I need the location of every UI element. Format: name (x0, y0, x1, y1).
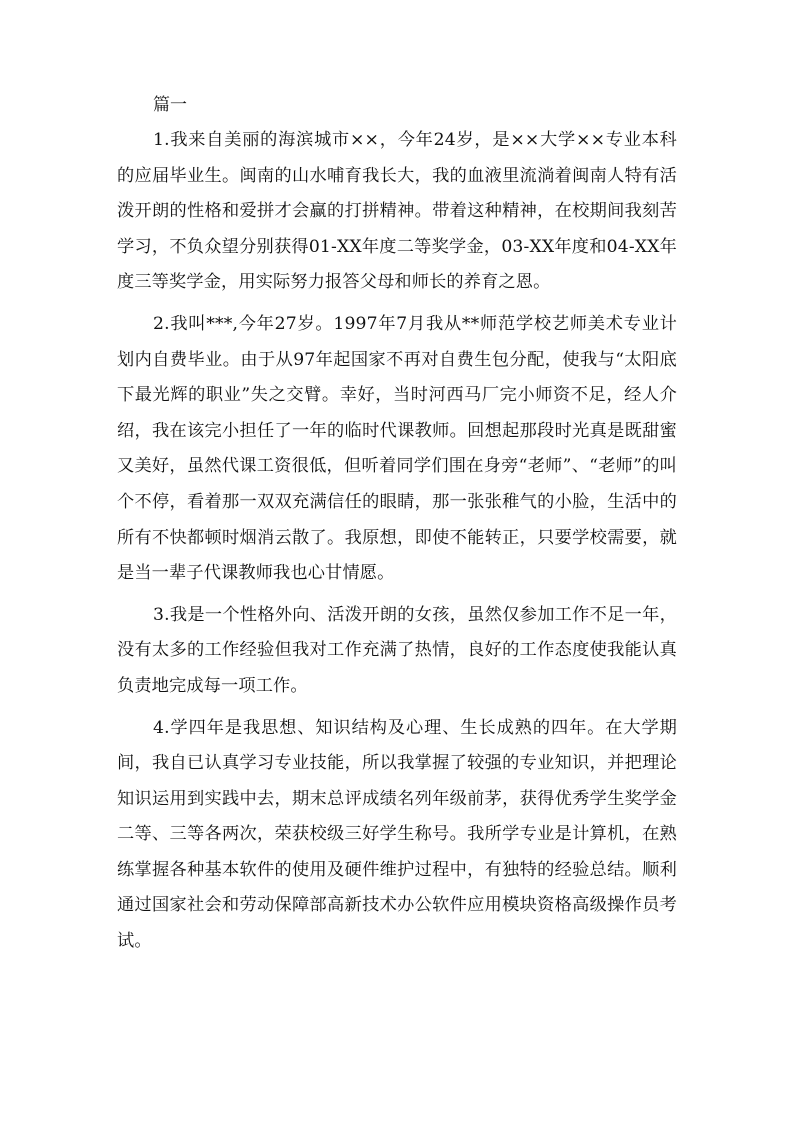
paragraph-2: 2.我叫***,今年27岁。1997年7月我从**师范学校艺师美术专业计划内自费毕业。由于从97年起国家不再对自费生包分配，使我与“太阳底下最光辉的职业”失之交臂。幸好，当时河西马厂完小师资不足，经人介绍，我在该完小担任了一年的临时代课教师。回想起那段时光真是既甜蜜又美好，虽然代课工资很低，但听着同学们围在身旁“老师”、“老师”的叫个不停，看着那一双双充满信任的眼睛，那一张张稚气的小脸，生活中的所有不快都顿时烟消云散了。我原想，即使不能转正，只要学校需要，就是当一辈子代课教师我也心甘情愿。 (117, 313, 677, 584)
document-body (117, 88, 677, 960)
paragraph-1: 1.我来自美丽的海滨城市××，今年24岁，是××大学××专业本科的应届毕业生。闽南的山水哺育我长大，我的血液里流淌着闽南人特有活泼开朗的性格和爱拼才会赢的打拼精神。带着这种精神，在校期间我刻苦学习，不负众望分别获得01-XX年度二等奖学金，03-XX年度和04-XX年度三等奖学金，用实际努力报答父母和师长的养育之恩。 (117, 130, 677, 293)
paragraph-3: 3.我是一个性格外向、活泼开朗的女孩，虽然仅参加工作不足一年，没有太多的工作经验但我对工作充满了热情，良好的工作态度使我能认真负责地完成每一项工作。 (117, 604, 677, 696)
section-heading: 篇一 (153, 95, 187, 115)
paragraph-4: 4.学四年是我思想、知识结构及心理、生长成熟的四年。在大学期间，我自已认真学习专业技能，所以我掌握了较强的专业知识，并把理论知识运用到实践中去，期末总评成绩名列年级前茅，获得优秀学生奖学金二等、三等各两次，荣获校级三好学生称号。我所学专业是计算机，在熟练掌握各种基本软件的使用及硬件维护过程中，有独特的经验总结。顺利通过国家社会和劳动保障部高新技术办公软件应用模块资格高级操作员考试。 (117, 717, 677, 952)
